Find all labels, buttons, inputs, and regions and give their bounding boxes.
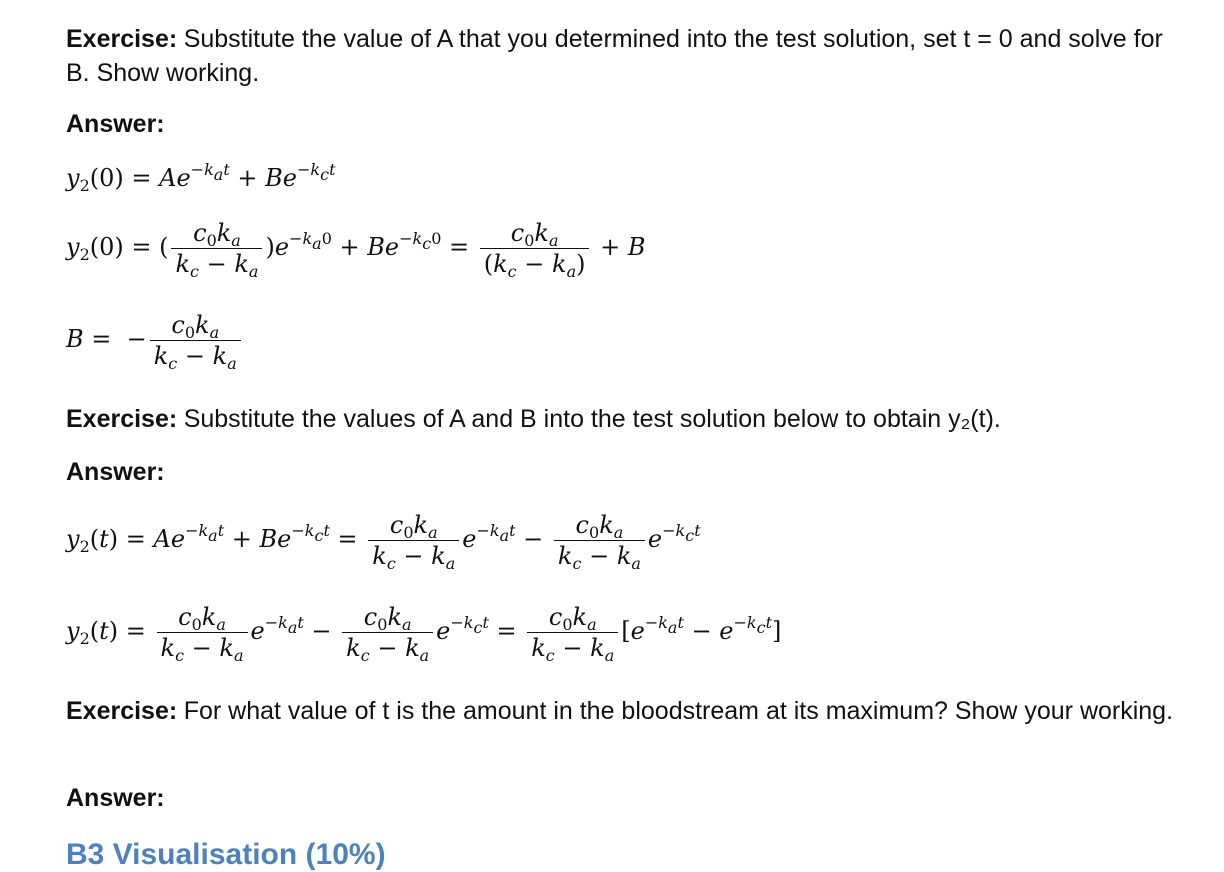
equation-B-result: B = − $\frac{c_0k_a}{k_c - k_a}$ (66, 310, 244, 371)
equation-y2-t-factored: $y_2(t)$ = $\frac{c_0k_a}{k_c - k_a}$ $e^{-k_at}$ − $\frac{c_0k_a}{k_c - k_a}$ $e^{-k_ct}$ = $\frac{c_0k_a}{k_c - k_a}$ $[e^{-k_at} - e^{-k_ct}]$ (66, 603, 782, 665)
exercise-label: Exercise: (66, 405, 178, 433)
exercise-3 (66, 694, 1176, 728)
exercise-text: For what value of t is the amount in the bloodstream at its maximum? Show your working. (183, 697, 1174, 725)
section-heading-cut: B3 Visualisation (10%) (66, 838, 386, 871)
exercise-text: Substitute the value of A that you determined into the test solution, set t = 0 and solve for B. Show working. (66, 25, 1163, 87)
equation-y2-0-general: $y_2(0) = Ae^{-k_at} + Be^{-k_ct}$ (66, 160, 336, 195)
answer-label: Answer: (66, 784, 165, 812)
exercise-label: Exercise: (66, 25, 178, 53)
exercise-text: Substitute the values of A and B into the test solution below to obtain y₂(t). (183, 405, 1001, 433)
exercise-label: Exercise: (66, 697, 178, 725)
equation-y2-t-expanded: $y_2(t) = Ae^{-k_at} + Be^{-k_ct}$ = $\frac{c_0k_a}{k_c - k_a}$ $e^{-k_at}$ − $\frac{c_0k_a}{k_c - k_a}$ $e^{-k_ct}$ (66, 511, 701, 573)
exercise-2 (66, 402, 1176, 436)
equation-y2-0-substituted: $y_2(0)$ = ( $\frac{c_0k_a}{k_c - k_a}$ )$e^{-k_a0} + Be^{-k_c0}$ = $\frac{c_0k_a}{(k_c - k_a)}$ + B (66, 219, 646, 281)
exercise-1 (66, 22, 1176, 90)
answer-label: Answer: (66, 110, 165, 138)
answer-label: Answer: (66, 458, 165, 486)
